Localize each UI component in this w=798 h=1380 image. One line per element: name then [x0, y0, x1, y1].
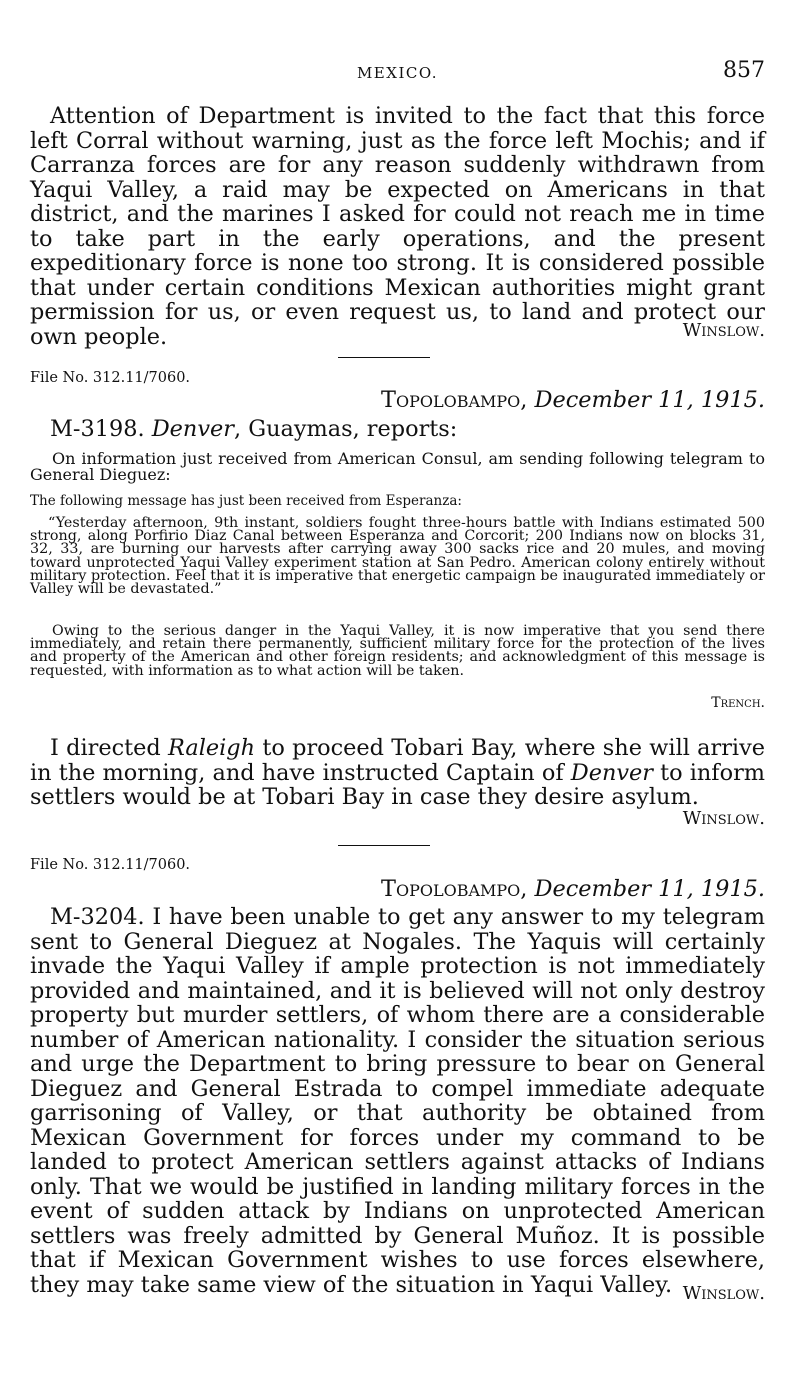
signature-trench: Trench. — [711, 695, 765, 711]
directed-pre: I directed — [50, 735, 168, 761]
esperanza-intro-text: The following message has just been received from Esperanza: — [30, 493, 462, 509]
file-number-3: File No. 312.11/7060. — [30, 857, 191, 873]
esperanza-quote-text: “Yesterday afternoon, 9th instant, soldiers fought three-hours battle with Indians estimated 500 strong, along Porfirio Diaz Canal between Esperanza and Corcorit; 200 Indians now on blocks 31, 32, 33, are burning our harvests after carrying away 300 sacks rice and 20 mules, and moving toward unprotected Yaqui Valley experiment station at San Pedro. American colony entirely without military protection. Feel that it is imperative that energetic campaign be inaugurated immediately or Valley will be devastated.” — [30, 515, 765, 598]
ship-name-raleigh: Raleigh — [168, 735, 256, 761]
page-number: 857 — [723, 58, 765, 83]
section-divider-1 — [338, 357, 430, 358]
signature-winslow-3: Winslow. — [682, 1283, 765, 1304]
report-heading-rest: , Guaymas, reports: — [233, 416, 458, 442]
signature-winslow-2: Winslow. — [682, 808, 765, 829]
file-number-2: File No. 312.11/7060. — [30, 370, 191, 386]
info-paragraph — [30, 451, 765, 483]
paragraph-m3204-text: M-3204. I have been unable to get any answer to my telegram sent to General Dieguez at Nogales. The Yaquis will certainly invade the Yaqui Valley if ample protection is not immediately provided and maintained, and it is believed will not only destroy property but murder settlers, of whom there are a considerable number of American nationality. I consider the situation serious and urge the Department to bring pressure to bear on General Dieguez and General Estrada to compel immediate adequate garrisoning of Valley, or that authority be obtained from Mexican Government for forces under my command to be landed to protect American settlers against attacks of Indians only. That we would be justified in landing military forces in the event of sudden attack by Indians on unprotected American settlers was freely admitted by General Muñoz. It is possible that if Mexican Government wishes to use forces elsewhere, they may take same view of the situation in Yaqui Valley. — [30, 904, 765, 1298]
signature-winslow-1: Winslow. — [682, 320, 765, 341]
directed-mid: to proceed Tobari Bay, where she will arrive in the morning, and have instructed Captain of — [30, 735, 765, 786]
paragraph-attention — [30, 104, 765, 349]
dateline-date-3: December 11, 1915. — [534, 876, 765, 902]
owing-text: Owing to the serious danger in the Yaqui Valley, it is now imperative that you send there immediately, and retain there permanently, sufficient military force for the protection of the lives and property of the American and other foreign residents; and acknowledgment of this message is requested, with information as to what action will be taken. — [30, 623, 765, 679]
dateline-place-3: Topolobampo, — [381, 876, 528, 902]
esperanza-quote — [30, 517, 765, 596]
report-id: M-3198. — [50, 416, 145, 442]
directed-text — [30, 736, 765, 810]
directed-paragraph — [30, 736, 765, 810]
paragraph-attention-text: Attention of Department is invited to the fact that this force left Corral without warning, just as the force left Mochis; and if Carranza forces are for any reason suddenly withdrawn from Yaqui Valley, a raid may be expected on Americans in that district, and the marines I asked for could not reach me in time to take part in the early operations, and the present expeditionary force is none too strong. It is considered possible that under certain conditions Mexican authorities might grant permission for us, or even request us, to land and protect our own people. — [30, 103, 765, 350]
dateline-place-2: Topolobampo, — [381, 387, 528, 413]
owing-paragraph — [30, 625, 765, 678]
running-head: MEXICO. — [356, 64, 439, 82]
report-heading-m3198 — [30, 416, 765, 442]
dateline-2 — [30, 387, 793, 413]
paragraph-m3204 — [30, 905, 765, 1297]
esperanza-intro — [30, 495, 765, 508]
section-divider-2 — [338, 845, 430, 846]
info-text: On information just received from American Consul, am sending following telegram to General Dieguez: — [30, 449, 765, 484]
dateline-date-2: December 11, 1915. — [534, 387, 765, 413]
page-header — [30, 60, 765, 84]
directed-post: to inform settlers would be at Tobari Bay in case they desire asylum. — [30, 759, 766, 810]
ship-name-denver-2: Denver — [570, 759, 653, 786]
dateline-3 — [30, 876, 793, 902]
ship-name-denver: Denver — [151, 416, 234, 442]
